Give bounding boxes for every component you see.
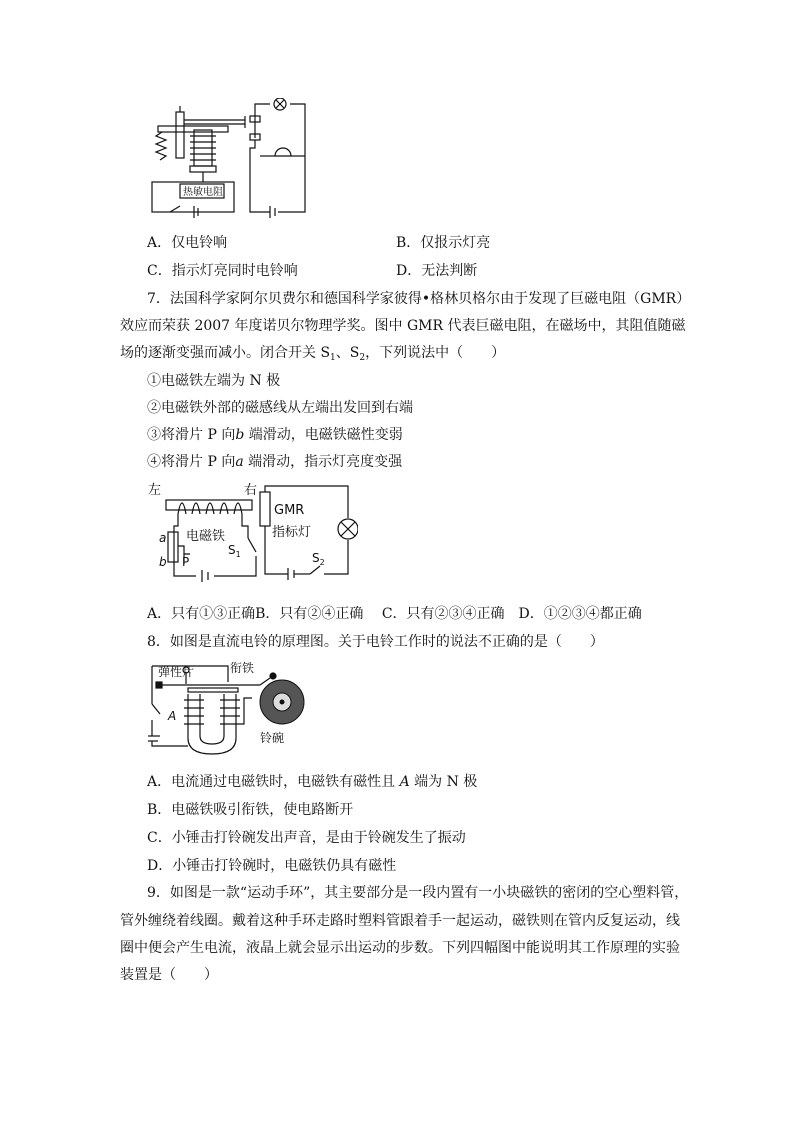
label-right: 右 [244,483,258,498]
q7-stem-line-3: 场的逐渐变强而减小。闭合开关 $S_1$、$S_2$，下列说法中（ ） [120,345,506,363]
q6-option-c[interactable]: C．指示灯亮同时电铃响 [147,263,298,279]
label-s1: $S_1$ [228,543,241,559]
electric-bell-figure [148,658,308,768]
label-spring-strip: 弹性片 [158,665,195,679]
gmr-circuit-figure [148,480,358,590]
q9-stem-line-1: 9．如图是一款“运动手环”，其主要部分是一段内置有一小块磁铁的密闭的空心塑料管， [147,885,689,901]
label-b: b [159,555,167,569]
q7-stem-line-1: 7．法国科学家阿尔贝费尔和德国科学家彼得•格林贝格尔由于发现了巨磁电阻（GMR） [147,291,691,307]
q7-statement-1: ①电磁铁左端为 N 极 [147,373,281,389]
q8-stem: 8．如图是直流电铃的原理图。关于电铃工作时的说法不正确的是（ ） [147,634,604,650]
label-electromagnet: 电磁铁 [186,529,226,544]
q9-stem-line-4: 装置是（ ） [120,967,218,983]
q9-stem-line-3: 圈中便会产生电流，液晶上就会显示出运动的步数。下列四幅图中能说明其工作原理的实验 [120,940,680,956]
q8-option-c[interactable]: C．小锤击打铃碗发出声音，是由于铃碗发生了振动 [147,830,466,846]
q7-statement-3: ③将滑片 P 向b 端滑动，电磁铁磁性变弱 [147,427,403,443]
label-a-end: A [168,709,177,723]
label-armature: 衔铁 [230,661,255,675]
label-gmr: GMR [274,503,305,518]
relay-circuit-figure [150,98,320,220]
q8-option-d[interactable]: D．小锤击打铃碗时，电磁铁仍具有磁性 [147,858,397,874]
label-left: 左 [148,483,162,498]
q8-option-a[interactable]: A．电流通过电磁铁时，电磁铁有磁性且 A 端为 N 极 [147,774,478,790]
q7-statement-2: ②电磁铁外部的磁感线从左端出发回到右端 [147,400,413,416]
q8-option-b[interactable]: B．电磁铁吸引衔铁，使电路断开 [147,802,354,818]
thermistor-label: 热敏电阻 [183,187,223,198]
label-p: P [182,555,190,569]
label-a: a [159,531,167,545]
q7-statement-4: ④将滑片 P 向a 端滑动，指示灯亮度变强 [147,454,403,470]
q7-options[interactable]: A．只有①③正确B．只有②④正确 C．只有②③④正确 D．①②③④都正确 [147,606,642,622]
q7-stem-line-2: 效应而荣获 2007 年度诺贝尔物理学奖。图中 GMR 代表巨磁电阻，在磁场中，其阻值随磁 [120,318,686,334]
q6-option-a[interactable]: A．仅电铃响 [147,235,228,251]
label-bell-bowl: 铃碗 [260,731,285,745]
q9-stem-line-2: 管外缠绕着线圈。戴着这种手环走路时塑料管跟着手一起运动，磁铁则在管内反复运动，线 [120,913,680,929]
q6-option-d[interactable]: D．无法判断 [396,263,478,279]
label-s2: $S_2$ [312,551,325,567]
label-indicator-lamp: 指标灯 [272,525,312,540]
q6-option-b[interactable]: B．仅报示灯亮 [396,235,491,251]
